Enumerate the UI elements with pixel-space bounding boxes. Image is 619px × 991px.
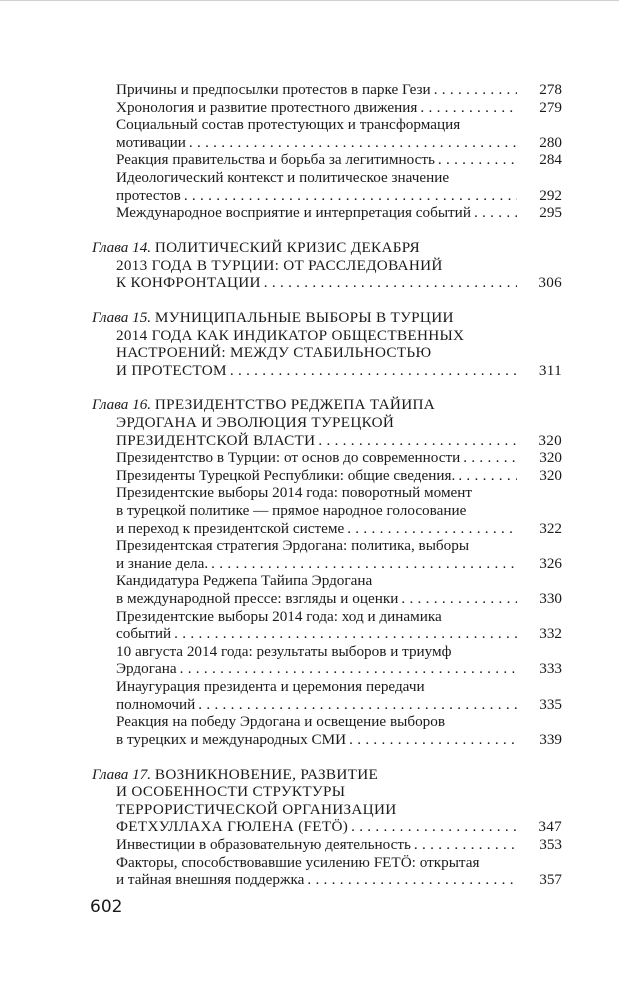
toc-section-ch15 (92, 292, 562, 380)
table-of-contents (92, 81, 562, 889)
toc-entry[interactable] (92, 625, 562, 643)
chapter-label: Глава 14. (92, 238, 152, 256)
toc-entry[interactable] (92, 520, 562, 538)
dot-leader (438, 151, 517, 169)
chapter-label: Глава 17. (92, 765, 152, 783)
chapter-heading-continued[interactable] (92, 362, 562, 380)
dot-leader (351, 818, 517, 836)
toc-entry[interactable] (92, 590, 562, 608)
toc-entry[interactable] (92, 187, 562, 205)
dot-leader (230, 362, 517, 380)
entry-text: Хронология и развитие протестного движения (116, 98, 418, 116)
page-ref: 335 (539, 695, 562, 713)
entry-text: Реакция на победу Эрдогана и освещение выборов (116, 713, 446, 731)
page-ref: 320 (538, 431, 562, 449)
page-ref: 284 (539, 151, 562, 169)
toc-entry[interactable] (92, 660, 562, 678)
toc-entry[interactable] (92, 467, 562, 485)
page-ref: 339 (539, 730, 562, 748)
entry-text: Кандидатура Реджепа Тайипа Эрдогана (116, 572, 373, 590)
toc-section-ch17 (92, 748, 562, 888)
page-ref: 322 (539, 519, 562, 537)
dot-leader (189, 134, 517, 152)
chapter-heading[interactable] (92, 309, 562, 327)
dot-leader (198, 696, 517, 714)
toc-entry[interactable] (92, 151, 562, 169)
dot-leader (349, 731, 517, 749)
entry-text: и переход к президентской системе (116, 519, 345, 537)
section-spacer (92, 748, 562, 765)
dot-leader (184, 187, 517, 205)
page-ref: 320 (539, 466, 562, 484)
dot-leader (318, 432, 517, 450)
chapter-label: Глава 15. (92, 308, 152, 326)
toc-entry-line (92, 678, 562, 696)
dot-leader (458, 467, 517, 485)
page-ref: 279 (539, 98, 562, 116)
chapter-title: ВОЗНИКНОВЕНИЕ, РАЗВИТИЕ (154, 765, 379, 783)
entry-text: и тайная внешняя поддержка (116, 871, 305, 889)
chapter-heading-continued (92, 257, 562, 275)
chapter-title: К КОНФРОНТАЦИИ (116, 274, 261, 292)
dot-leader (174, 625, 517, 643)
toc-section-ch14 (92, 222, 562, 292)
toc-entry-line (92, 116, 562, 134)
chapter-title: И ОСОБЕННОСТИ СТРУКТУРЫ (116, 783, 346, 801)
chapter-heading-continued[interactable] (92, 274, 562, 292)
entry-text: и знание дела. (116, 554, 209, 572)
toc-entry[interactable] (92, 696, 562, 714)
chapter-title: 2014 ГОДА КАК ИНДИКАТОР ОБЩЕСТВЕННЫХ (116, 326, 465, 344)
toc-entry-line (92, 713, 562, 731)
entry-text: Эрдогана (116, 660, 177, 678)
chapter-title: ФЕТХУЛЛАХА ГЮЛЕНА (FETÖ) (116, 818, 349, 836)
toc-entry[interactable] (92, 555, 562, 573)
chapter-label: Глава 16. (92, 396, 152, 414)
page-ref: 278 (539, 81, 562, 98)
entry-text: Факторы, способствовавшие усилению FETÖ: открытая (116, 853, 480, 871)
page-ref: 332 (539, 625, 562, 643)
toc-entry-line (92, 169, 562, 187)
page-ref: 295 (539, 204, 562, 222)
entry-text: Инаугурация президента и церемония передачи (116, 677, 425, 695)
page-ref: 357 (539, 871, 562, 889)
toc-entry-line (92, 537, 562, 555)
chapter-title: ТЕРРОРИСТИЧЕСКОЙ ОРГАНИЗАЦИИ (116, 800, 397, 818)
toc-section-ch13-tail (92, 81, 562, 222)
dot-leader (474, 204, 517, 222)
page-ref: 292 (539, 186, 562, 204)
chapter-title: НАСТРОЕНИЙ: МЕЖДУ СТАБИЛЬНОСТЬЮ (116, 344, 432, 362)
chapter-heading-continued (92, 344, 562, 362)
chapter-heading-continued (92, 801, 562, 819)
section-spacer (92, 292, 562, 309)
chapter-title: И ПРОТЕСТОМ (116, 361, 227, 379)
entry-text: Президентские выборы 2014 года: ход и динамика (116, 607, 442, 625)
entry-text: Президентство в Турции: от основ до современности (116, 449, 461, 467)
page-ref: 280 (539, 133, 562, 151)
section-spacer (92, 222, 562, 239)
toc-entry[interactable] (92, 99, 562, 117)
chapter-heading-continued[interactable] (92, 432, 562, 450)
dot-leader (211, 555, 517, 573)
page-ref: 320 (539, 449, 562, 467)
entry-text: полномочий (116, 695, 196, 713)
toc-entry-line (92, 643, 562, 661)
page-ref: 333 (539, 660, 562, 678)
dot-leader (463, 449, 517, 467)
toc-entry-line (92, 608, 562, 626)
entry-text: Международное восприятие и интерпретация событий (116, 204, 471, 222)
toc-entry-line (92, 502, 562, 520)
entry-text: Президенты Турецкой Республики: общие сведения. (116, 466, 456, 484)
toc-entry-line (92, 484, 562, 502)
chapter-heading[interactable] (92, 396, 562, 414)
chapter-heading-continued (92, 327, 562, 345)
chapter-heading[interactable] (92, 239, 562, 257)
toc-entry[interactable] (92, 871, 562, 889)
toc-entry-line (92, 572, 562, 590)
section-spacer (92, 379, 562, 396)
page-ref: 330 (539, 590, 562, 607)
toc-entry[interactable] (92, 81, 562, 99)
toc-entry[interactable] (92, 836, 562, 854)
toc-entry[interactable] (92, 731, 562, 749)
dot-leader (401, 590, 517, 608)
entry-text: Президентские выборы 2014 года: поворотный момент (116, 484, 473, 502)
chapter-heading[interactable] (92, 766, 562, 784)
chapter-title: ПОЛИТИЧЕСКИЙ КРИЗИС ДЕКАБРЯ (154, 238, 420, 256)
entry-text: событий (116, 625, 172, 643)
page-ref: 311 (538, 361, 562, 379)
dot-leader (264, 274, 517, 292)
entry-text: в международной прессе: взгляды и оценки (116, 590, 399, 607)
entry-text: Президентская стратегия Эрдогана: политика, выборы (116, 537, 470, 555)
entry-text: мотивации (116, 133, 186, 151)
page-number: 602 (90, 897, 123, 917)
entry-text: Инвестиции в образовательную деятельность (116, 835, 411, 853)
chapter-title: ПРЕЗИДЕНТСТВО РЕДЖЕПА ТАЙИПА (154, 396, 436, 414)
chapter-title: 2013 ГОДА В ТУРЦИИ: ОТ РАССЛЕДОВАНИЙ (116, 256, 443, 274)
dot-leader (420, 99, 517, 117)
entry-text: Идеологический контекст и политическое значение (116, 168, 450, 186)
entry-text: в турецких и международных СМИ (116, 730, 347, 748)
entry-text: Причины и предпосылки протестов в парке Гези (116, 81, 431, 98)
chapter-heading-continued[interactable] (92, 818, 562, 836)
toc-entry-line (92, 854, 562, 872)
dot-leader (347, 520, 517, 538)
page-ref: 347 (538, 818, 562, 836)
dot-leader (180, 660, 517, 678)
dot-leader (434, 81, 517, 99)
toc-section-ch16 (92, 379, 562, 748)
page-ref: 326 (539, 554, 562, 572)
entry-text: в турецкой политике — прямое народное голосование (116, 502, 467, 520)
entry-text: Социальный состав протестующих и трансформация (116, 116, 461, 134)
entry-text: протестов (116, 186, 181, 204)
toc-entry[interactable] (92, 204, 562, 222)
chapter-heading-continued (92, 783, 562, 801)
chapter-title: ПРЕЗИДЕНТСКОЙ ВЛАСТИ (116, 431, 316, 449)
chapter-heading-continued (92, 414, 562, 432)
page-ref: 306 (538, 274, 562, 292)
entry-text: Реакция правительства и борьба за легитимность (116, 151, 435, 169)
toc-entry[interactable] (92, 449, 562, 467)
page-ref: 353 (539, 835, 562, 853)
chapter-title: МУНИЦИПАЛЬНЫЕ ВЫБОРЫ В ТУРЦИИ (154, 308, 454, 326)
dot-leader (414, 836, 517, 854)
dot-leader (307, 871, 517, 889)
chapter-title: ЭРДОГАНА И ЭВОЛЮЦИЯ ТУРЕЦКОЙ (116, 414, 395, 432)
entry-text: 10 августа 2014 года: результаты выборов и триумф (116, 642, 452, 660)
toc-entry[interactable] (92, 134, 562, 152)
